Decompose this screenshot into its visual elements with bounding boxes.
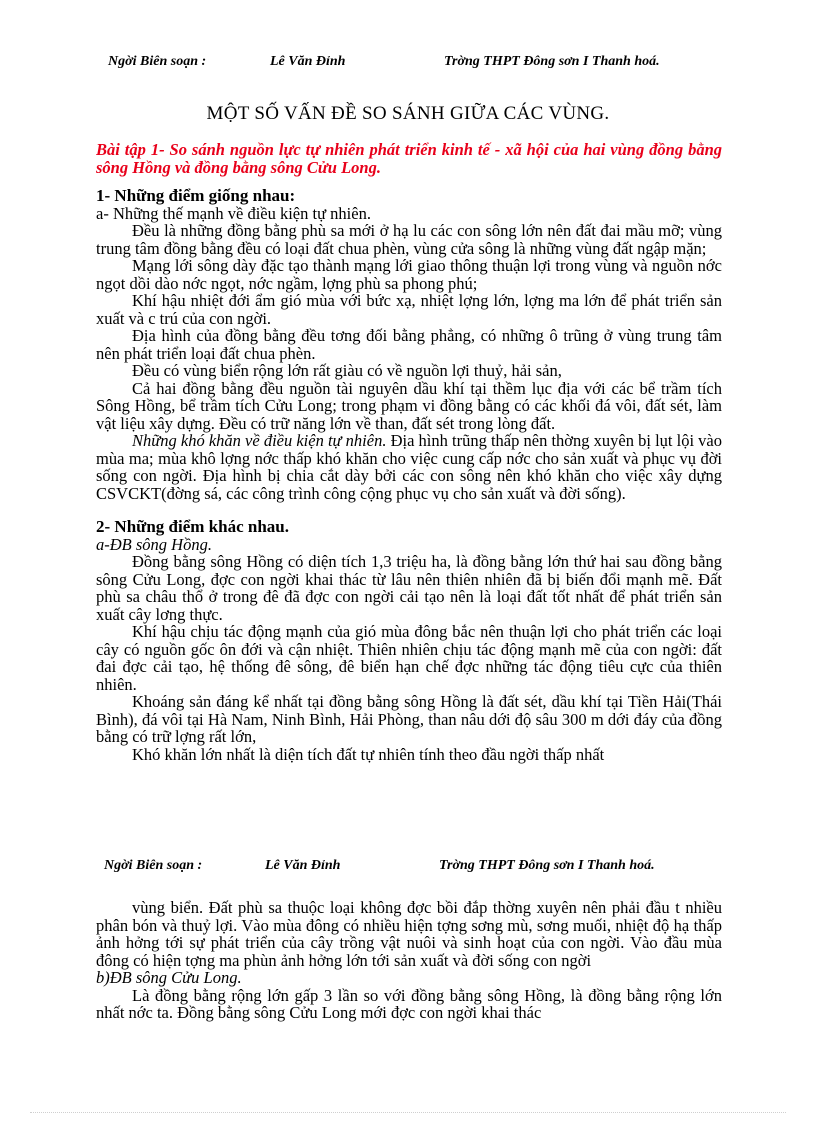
page-2-body (96, 899, 722, 1049)
document-title: MỘT SỐ VẤN ĐỀ SO SÁNH GIỮA CÁC VÙNG. (206, 103, 610, 124)
author-name: Lê Văn Đỉnh (265, 858, 341, 873)
school-name: Trờng THPT Đông sơn I Thanh hoá. (444, 54, 660, 69)
paragraph: Địa hình của đồng bằng đều tơng đối bằng phẳng, có những ô trũng ở vùng trung tâm nên phát triển loại đất chua phèn. (96, 326, 722, 363)
section-1-sub-a: a- Những thế mạnh về điều kiện tự nhiên. (96, 203, 371, 223)
exercise-title: Bài tập 1- So sánh nguồn lực tự nhiên phát triển kinh tế - xã hội của hai vùng đồng bằng sông Hồng và đồng bằng sông Cửu Long. (96, 141, 722, 177)
paragraph: Khí hậu nhiệt đới ẩm gió mùa với bức xạ, nhiệt lợng lớn, lợng ma lớn để phát triển sản xuất và c trú của con ngời. (96, 291, 722, 328)
paragraph: Đều có vùng biển rộng lớn rất giàu có về nguồn lợi thuỷ, hải sản, (132, 361, 562, 380)
paragraph: Cả hai đồng bằng đều nguồn tài nguyên dầu khí tại thềm lục địa với các bể trầm tích Sông Hồng, bể trầm tích Cửu Long; trong phạm vi đồng bằng có các khối đá vôi, đất sét, làm vật liệu xây dựng. Đều có trữ năng lớn về than, đất sét trong lòng đất. (96, 378, 722, 433)
author-name: Lê Văn Đỉnh (270, 54, 346, 69)
paragraph: Khoáng sản đáng kể nhất tại đồng bằng sông Hồng là đất sét, dầu khí tại Tiền Hải(Thái Bình), đá vôi tại Hà Nam, Ninh Bình, Hải Phòng, than nâu dới độ sâu 300 m dới đáy của đồng bằng có trữ lợng rất lớn, (96, 692, 722, 746)
difficulty-label: Những khó khăn về điều kiện tự nhiên. (132, 431, 387, 450)
section-2-heading: 2- Những điểm khác nhau. (96, 517, 290, 536)
paragraph: Mạng lới sông dày đặc tạo thành mạng lới giao thông thuận lợi trong vùng và nguồn nớc ngọt dồi dào nớc ngọt, nớc ngầm, lợng phù sa phong phú; (96, 256, 722, 293)
difficulty-text: Địa hình trũng thấp nên thờng xuyên bị lụt lội vào mùa ma; mùa khô lợng nớc thấp khó khăn cho việc cung cấp nớc cho sản xuất và phục vụ đời sống con ngời. Địa hình bị chia cắt dày bởi các con sông nên khó khăn cho việc xây dựng CSVCKT(đờng sá, các công trình công cộng phục vụ cho sản xuất và đời sống). (96, 431, 722, 503)
difficulty-paragraph (96, 432, 722, 502)
school-name: Trờng THPT Đông sơn I Thanh hoá. (439, 858, 655, 873)
page-1-body (96, 141, 722, 852)
paragraph: Khí hậu chịu tác động mạnh của gió mùa đông bắc nên thuận lợi cho phát triển các loại cây có nguồn gốc ôn đới và cận nhiệt. Thiên nhiên chịu tác động mạnh mẽ của con ngời: đất đai đợc cải tạo, hệ thống đê sông, đê biển hạn chế đợc những tác động tiêu cực của thiên nhiên. (96, 622, 722, 694)
paragraph: Khó khăn lớn nhất là diện tích đất tự nhiên tính theo đầu ngời thấp nhất (132, 744, 605, 764)
section-1-heading: 1- Những điểm giống nhau: (96, 186, 296, 205)
paragraph: Là đồng bằng rộng lớn gấp 3 lần so với đồng bằng sông Hồng, là đồng bằng rộng lớn nhất nớc ta. Đồng bằng sông Cửu Long mới đợc con ngời khai thác (96, 985, 722, 1022)
section-2-sub-a: a-ĐB sông Hồng. (96, 534, 212, 554)
section-2-sub-b: b)ĐB sông Cửu Long. (96, 968, 242, 987)
page-bottom-divider (30, 1112, 786, 1113)
paragraph: vùng biển. Đất phù sa thuộc loại không đợc bồi đắp thờng xuyên nên phải đầu t nhiều phân bón và thuỷ lợi. Vào mùa đông có nhiều hiện tợng sơng mù, sơng muối, nhiệt độ hạ thấp ảnh hởng tới sự phát triển của cây trồng vật nuôi và sinh hoạt của con ngời. Vào đầu mùa đông có hiện tợng ma phùn ảnh hởng lớn tới sản xuất và đời sống con ngời (96, 899, 722, 970)
author-label: Ngời Biên soạn : (108, 54, 207, 69)
paragraph: Đồng bằng sông Hồng có diện tích 1,3 triệu ha, là đồng bằng lớn thứ hai sau đồng bằng sông Cửu Long, đợc con ngời khai thác từ lâu nên thiên nhiên đã bị biến đổi mạnh mẽ. Đất phù sa châu thổ ở trong đê đã đợc con ngời cải tạo nên là loại đất tốt nhất để phát triển sản xuất cây lơng thực. (96, 552, 722, 624)
author-label: Ngời Biên soạn : (104, 858, 203, 873)
paragraph: Đều là những đồng bằng phù sa mới ở hạ lu các con sông lớn nên đất đai mầu mỡ; vùng trung tâm đồng bằng đều có loại đất chua phèn, vùng cửa sông là những vùng đất ngập mặn; (96, 221, 722, 258)
